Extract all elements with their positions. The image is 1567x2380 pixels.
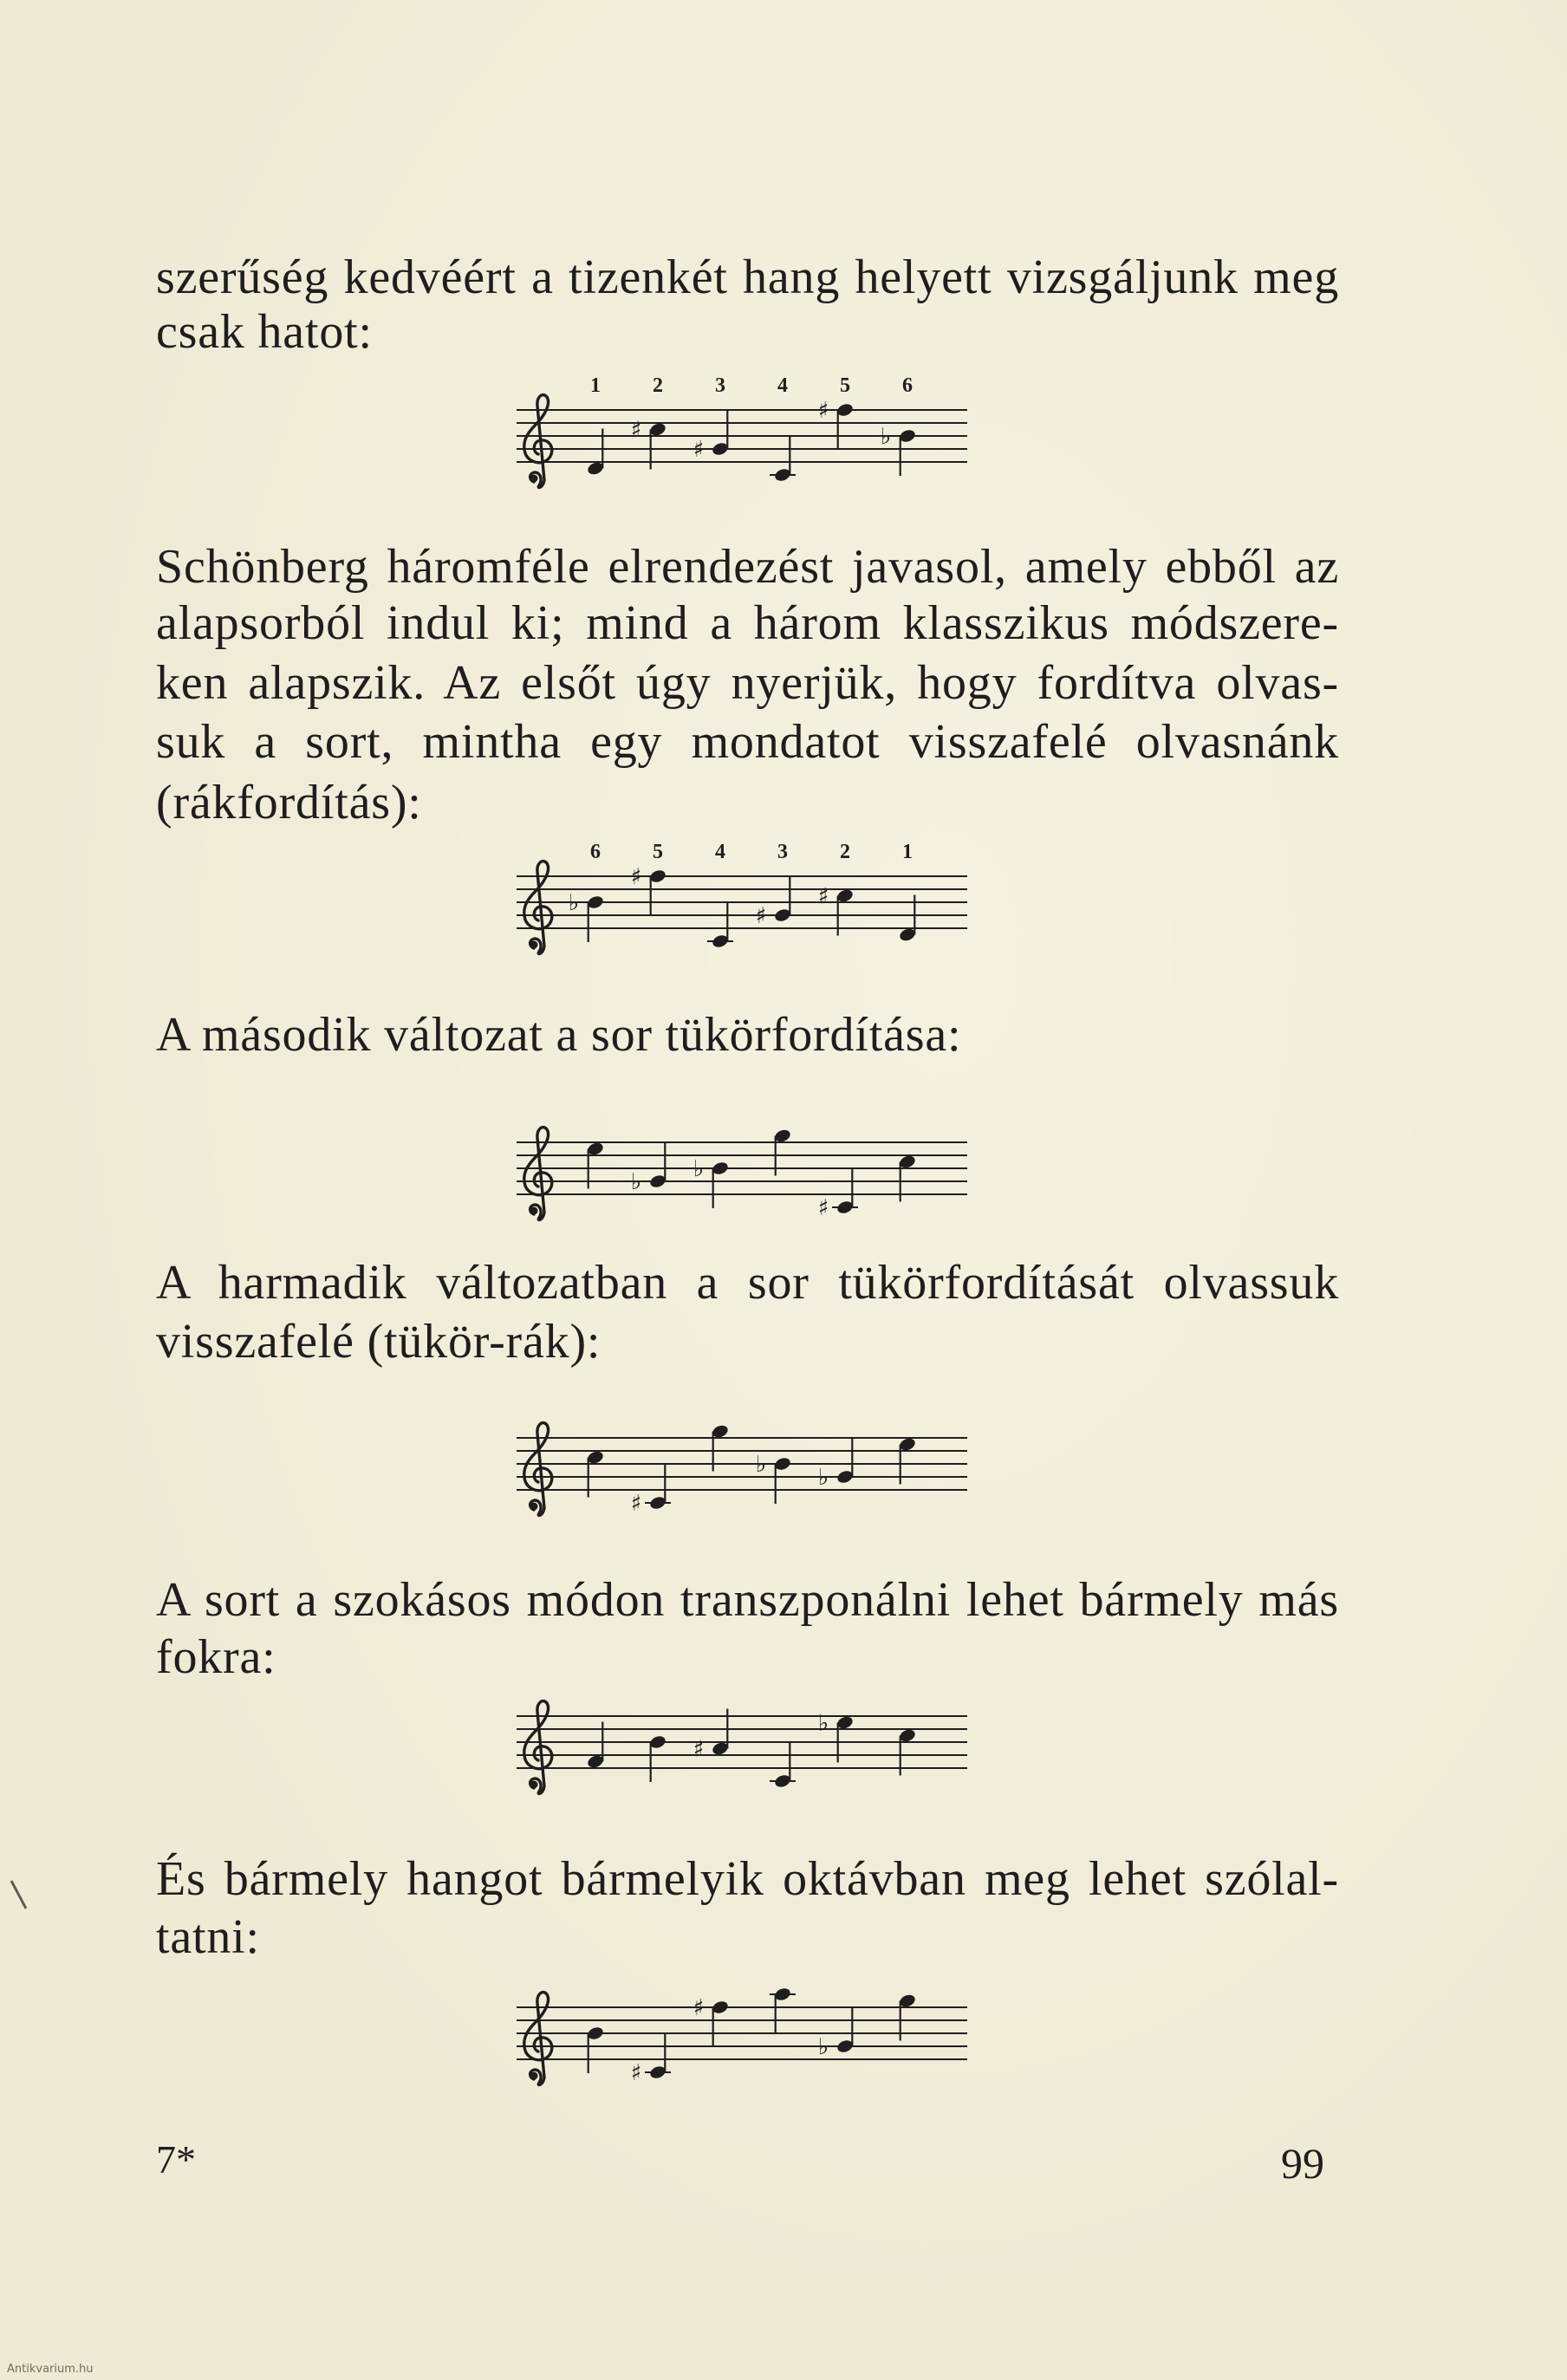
treble-clef-icon: [524, 395, 552, 488]
page-number: 99: [1281, 2139, 1324, 2188]
treble-clef-icon: [524, 1128, 552, 1220]
music-staff-tukor-rak: [511, 1399, 979, 1529]
accidental: ♯: [817, 1195, 829, 1221]
row-number: 1: [902, 841, 913, 863]
treble-clef-icon: [524, 1423, 552, 1516]
treble-clef-icon: [524, 1993, 552, 2085]
note: [770, 1741, 796, 1789]
accidental: ♭: [817, 2034, 829, 2060]
text-line: alapsorból indul ki; mind a három klasszikus módszere-: [156, 596, 1339, 650]
accidental: ♭: [630, 1169, 642, 1195]
music-staff-tukorforditas: [511, 1103, 979, 1233]
accidental: ♭: [568, 890, 580, 916]
accidental: ♯: [692, 1736, 705, 1763]
row-number: 4: [715, 841, 725, 863]
note: [770, 1987, 796, 2034]
accidental: ♯: [692, 437, 705, 463]
text-line: Schönberg háromféle elrendezést javasol, amely ebből az: [156, 540, 1339, 594]
signature-mark: 7*: [156, 2137, 196, 2182]
accidental: ♯: [630, 864, 642, 890]
row-number: 5: [653, 841, 663, 863]
accidental: ♯: [755, 903, 767, 929]
music-staff-alapsor: [511, 371, 979, 501]
accidental: ♭: [880, 424, 892, 450]
text-line: szerűség kedvéért a tizenkét hang helyett vizsgáljunk meg: [156, 250, 1339, 304]
accidental: ♯: [817, 883, 829, 910]
note: [770, 435, 796, 483]
row-number: 2: [653, 374, 663, 397]
row-number: 6: [590, 841, 601, 863]
text-line: És bármely hangot bármelyik oktávban meg lehet szólal-: [156, 1852, 1339, 1906]
accidental: ♯: [630, 417, 642, 444]
margin-pencil-mark: [10, 1880, 28, 1909]
row-number: 5: [840, 374, 850, 397]
accidental: ♭: [692, 1156, 705, 1182]
note: [707, 901, 733, 949]
text-line: suk a sort, mintha egy mondatot visszafelé olvasnánk: [156, 715, 1339, 769]
text-line: A második változat a sor tükörfordítása:: [156, 1008, 962, 1062]
accidental: ♯: [817, 398, 829, 424]
watermark: Antikvarium.hu: [7, 2363, 94, 2376]
row-number: 3: [715, 374, 725, 397]
note: [648, 1734, 666, 1782]
row-number: 2: [840, 841, 850, 863]
accidental: ♭: [817, 1465, 829, 1491]
note: [586, 2026, 604, 2073]
row-number: 3: [777, 841, 788, 863]
text-line: fokra:: [156, 1630, 276, 1684]
row-number: 1: [590, 374, 601, 397]
accidental: ♯: [692, 1995, 705, 2021]
music-staff-oktav: [511, 1968, 979, 2098]
accidental: ♯: [630, 2060, 642, 2086]
treble-clef-icon: [524, 1701, 552, 1794]
text-line: A sort a szokásos módon transzponálni lehet bármely más: [156, 1573, 1339, 1627]
text-line: csak hatot:: [156, 305, 373, 359]
text-line: (rákfordítás):: [156, 776, 422, 829]
treble-clef-icon: [524, 862, 552, 954]
row-number: 4: [777, 374, 788, 397]
accidental: ♭: [817, 1710, 829, 1737]
text-line: ken alapszik. Az elsőt úgy nyerjük, hogy fordítva olvas-: [156, 656, 1339, 710]
music-staff-transzpozicio: [511, 1677, 979, 1807]
accidental: ♯: [630, 1491, 642, 1517]
text-line: tatni:: [156, 1910, 260, 1964]
text-line: visszafelé (tükör-rák):: [156, 1315, 601, 1369]
row-number: 6: [902, 374, 913, 397]
text-line: A harmadik változatban a sor tükörfordítását olvassuk: [156, 1256, 1339, 1310]
accidental: ♭: [755, 1452, 767, 1478]
music-staff-rakforditas: [511, 837, 979, 967]
